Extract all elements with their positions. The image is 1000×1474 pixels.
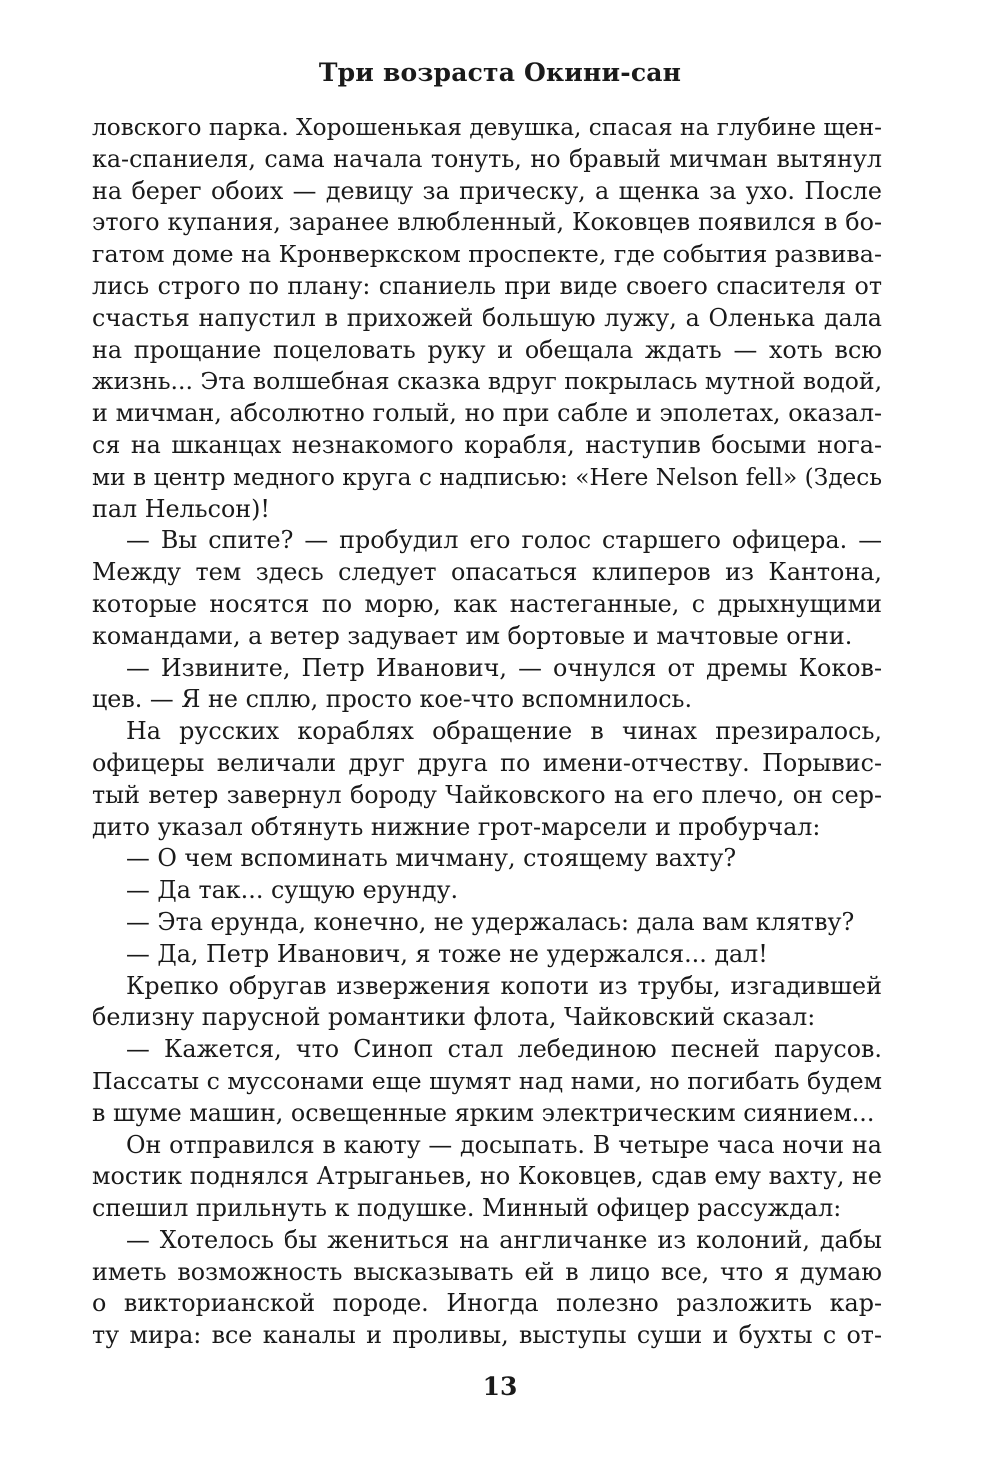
text-line-30: — Кажется, что Синоп стал лебединою песней парусов. <box>126 1035 882 1064</box>
text-line-36: — Хотелось бы жениться на англичанке из колоний, дабы <box>126 1225 882 1254</box>
text-line-10: и мичман, абсолютно голый, но при сабле и эполетах, оказал- <box>92 399 882 428</box>
text-line-11: ся на шканцах незнакомого корабля, наступив босыми нога- <box>92 430 882 459</box>
text-line-2: ка-спаниеля, сама начала тонуть, но бравый мичман вытянул <box>92 144 882 173</box>
text-line-12: ми в центр медного круга с надписью: «Here Nelson fell» (Здесь <box>92 463 882 491</box>
page-body-text <box>92 112 882 1352</box>
text-line-29: белизну парусной романтики флота, Чайковский сказал: <box>92 1003 816 1032</box>
text-line-6: лись строго по плану: спаниель при виде своего спасителя от <box>92 271 882 300</box>
text-line-13: пал Нельсон)! <box>92 494 271 523</box>
text-line-31: Пассаты с муссонами еще шумят над нами, но погибать будем <box>92 1066 882 1095</box>
text-line-19: цев. — Я не сплю, просто кое-что вспомнилось. <box>92 685 693 714</box>
text-line-8: на прощание поцеловать руку и обещала ждать — хоть всю <box>92 335 882 364</box>
text-line-28: Крепко обругав извержения копоти из трубы, изгадившей <box>126 971 882 1000</box>
text-line-34: мостик поднялся Атрыганьев, но Коковцев, сдав ему вахту, не <box>92 1162 882 1191</box>
text-line-33: Он отправился в каюту — досыпать. В четыре часа ночи на <box>126 1130 882 1159</box>
text-line-25: — Да так... сущую ерунду. <box>126 876 459 905</box>
text-line-20: На русских кораблях обращение в чинах презиралось, <box>126 717 882 746</box>
text-line-26: — Эта ерунда, конечно, не удержалась: дала вам клятву? <box>126 907 855 936</box>
text-line-39: ту мира: все каналы и проливы, выступы суши и бухты с от- <box>92 1321 882 1350</box>
text-line-17: командами, а ветер задувает им бортовые и мачтовые огни. <box>92 621 853 650</box>
text-line-21: офицеры величали друг друга по имени-отчеству. Порывис- <box>92 748 882 777</box>
text-line-18: — Извините, Петр Иванович, — очнулся от дремы Коков- <box>126 653 882 682</box>
text-line-7: счастья напустил в прихожей большую лужу, а Оленька дала <box>92 303 882 332</box>
text-line-23: дито указал обтянуть нижние грот-марсели и пробурчал: <box>92 812 821 841</box>
text-line-24: — О чем вспоминать мичману, стоящему вахту? <box>126 844 737 873</box>
text-line-14: — Вы спите? — пробудил его голос старшего офицера. — <box>126 526 882 555</box>
page-number: 13 <box>482 1372 518 1401</box>
text-line-32: в шуме машин, освещенные ярким электрическим сиянием... <box>92 1098 875 1127</box>
text-line-15: Между тем здесь следует опасаться клиперов из Кантона, <box>92 558 882 587</box>
text-line-3: на берег обоих — девицу за прическу, а щенка за ухо. После <box>92 176 882 205</box>
text-line-9: жизнь... Эта волшебная сказка вдруг покрылась мутной водой, <box>92 367 883 396</box>
text-line-5: гатом доме на Кронверкском проспекте, где события развива- <box>92 240 882 269</box>
text-line-35: спешил прильнуть к подушке. Минный офицер рассуждал: <box>92 1194 842 1223</box>
text-line-37: иметь возможность высказывать ей в лицо все, что я думаю <box>92 1257 882 1286</box>
running-head-title: Три возраста Окини-сан <box>318 58 682 87</box>
text-line-1: ловского парка. Хорошенькая девушка, спасая на глубине щен- <box>92 114 882 141</box>
text-line-38: о викторианской породе. Иногда полезно разложить кар- <box>92 1289 882 1318</box>
text-line-22: тый ветер завернул бороду Чайковского на его плечо, он сер- <box>92 780 882 809</box>
text-line-27: — Да, Петр Иванович, я тоже не удержался... дал! <box>126 939 768 968</box>
text-line-16: которые носятся по морю, как настеганные, с дрыхнущими <box>92 589 882 618</box>
text-line-4: этого купания, заранее влюбленный, Коковцев появился в бо- <box>92 208 882 237</box>
